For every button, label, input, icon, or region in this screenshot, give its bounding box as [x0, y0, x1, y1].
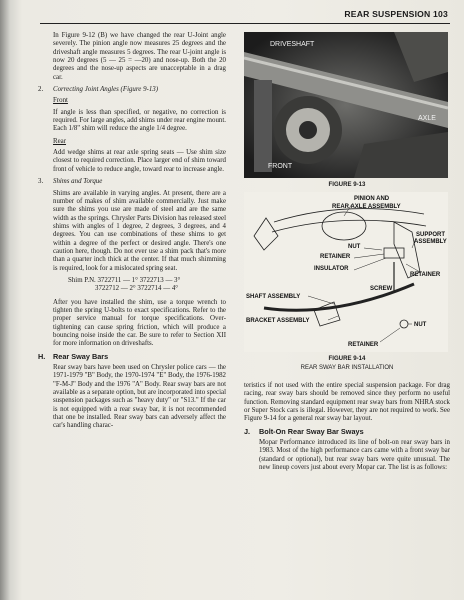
- nut-bottom-label: NUT: [414, 322, 427, 329]
- rear-sway-paragraph: Rear sway bars have been used on Chrysler police cars — the 1971-1979 "B" Body, the 1970-1974 "E" Body, the 1976-1982 "F-M-J" Body and the 1976 "A" Body. Rear sway bars are not available as a separate option, but are incorporated into special suspension packages such as "heavy duty" or "S13." If the car is not equipped with a rear sway bar, it is not recommended that one be installed. Rear sway bars can adversely affect the car's handling charac-: [53, 364, 226, 430]
- figure-9-14-caption: FIGURE 9-14: [328, 355, 366, 363]
- driveshaft-label: DRIVESHAFT: [270, 41, 315, 48]
- nut-shape: [400, 320, 408, 328]
- section-heading-bolt-on-sway-bars: [244, 428, 450, 436]
- item-number: 2.: [38, 86, 44, 94]
- running-head: REAR SUSPENSION 103: [344, 9, 448, 19]
- bolt-on-paragraph: Mopar Performance introduced its line of bolt-on rear sway bars in 1983. Most of the high performance cars came with a front sway bar (standard or optional), but rear sway bars were quite unusual. The new lineup covers just about every Mopar car. The list is as follows:: [259, 438, 450, 471]
- section-heading-rear-sway-bars: [38, 353, 226, 361]
- retainer-bottom-label: RETAINER: [348, 342, 379, 349]
- rear-paragraph: Add wedge shims at rear axle spring seats — Use shim size closest to required correction. Place larger end of shim toward front of vehicle to reduce angle, toward rear to increase angle.: [53, 149, 226, 173]
- left-column: [38, 32, 226, 435]
- retainer-right-label: RETAINER: [410, 272, 441, 279]
- item-shims-and-torque: [38, 178, 226, 186]
- item-title: Correcting Joint Angles (Figure 9-13): [53, 86, 159, 94]
- page-header: [40, 9, 450, 24]
- axle-label: AXLE: [418, 115, 436, 122]
- figure-9-14-diagram: [244, 192, 448, 352]
- pinion-label: PINION AND: [354, 196, 390, 203]
- driveshaft-photo-image: [244, 32, 448, 178]
- frame-rail-shape: [254, 80, 272, 172]
- axle-housing-outline: [274, 209, 424, 222]
- screw-label: SCREW: [370, 286, 393, 293]
- shaft-assembly-label: SHAFT ASSEMBLY: [246, 294, 301, 301]
- item-title: Shims and Torque: [53, 178, 103, 186]
- front-label: FRONT: [268, 163, 293, 170]
- insulator-label: INSULATOR: [314, 266, 349, 273]
- front-heading: Front: [53, 97, 68, 105]
- retainer-label: RETAINER: [320, 254, 351, 261]
- section-letter: J.: [244, 426, 251, 436]
- section-title: Bolt-On Rear Sway Bar Sways: [259, 426, 364, 436]
- differential-shape: [322, 212, 366, 240]
- rear-axle-assembly-label: REAR AXLE ASSEMBLY: [332, 204, 401, 211]
- continuation-paragraph: teristics if not used with the entire special suspension package. For drag racing, rear sway bars should be removed since they perform no useful function. Removing standard equipment rear sway bars from NHRA stock or Super Stock cars is illegal. However, they are not required to work. See Figure 9-14 for a general rear sway bar layout.: [244, 381, 450, 423]
- intro-paragraph: In Figure 9-12 (B) we have changed the rear U-Joint angle severely. The pinion angle now measures 25 degrees and the driveshaft angle measures 5 degrees. The rear U-joint angle is now 20 degrees (5 — 25 = —20) and nose-up. Both the 20 degrees and the nose-up aspects are unacceptable in a drag car.: [53, 32, 226, 81]
- brake-drum-left: [254, 218, 278, 250]
- support-label: SUPPORT: [416, 232, 446, 239]
- shim-line: Shim P.N. 3722711 — 1° 3722713 — 3°: [68, 276, 181, 284]
- rear-heading: Rear: [53, 137, 67, 145]
- figure-9-13-photo: [244, 32, 448, 178]
- sway-bar-diagram-image: [244, 192, 448, 352]
- bracket-assembly-label: BRACKET ASSEMBLY: [246, 318, 310, 325]
- section-title: Rear Sway Bars: [53, 351, 109, 361]
- support-assembly-label: ASSEMBLY: [414, 239, 447, 246]
- figure-9-13-caption: FIGURE 9-13: [328, 181, 366, 188]
- shim-part-numbers: [38, 277, 226, 294]
- insulator-shape: [384, 248, 404, 258]
- section-letter: H.: [38, 351, 46, 361]
- item-number: 3.: [38, 178, 44, 186]
- front-paragraph: If angle is less than specified, or negative, no correction is required. For large angles, add shims under rear engine mount. Each 1/8" shim will reduce the angle 1/4 degree.: [53, 108, 226, 133]
- torque-paragraph: After you have installed the shim, use a torque wrench to tighten the spring U-bolts to exact specifications. Refer to the proper service manual for torque specifications. Over-tightening can cause spring friction, which will produce a bouncing noise inside the car. Be sure to refer to Section XII for more information on driveshafts.: [53, 298, 226, 348]
- axle-housing-outline: [272, 221, 426, 233]
- shims-paragraph: Shims are available in varying angles. At present, there are a number of makes of shim available commercially. Just make sure the shims you use are made of steel and are the same width as the springs. Chrysler Parts Division has released steel shims with angles of 1 degree, 2 degrees, 3 degrees, and 4 degrees. You can use combinations of these shims to get within a degree of the perfect or desired angle. There's one caution here, though. Do not ever use a shim pack that's more than a quarter inch thick at the center. If that much shimming is required, look for a mislocated spring seat.: [53, 189, 226, 272]
- item-correcting-joint-angles: [38, 86, 226, 94]
- right-column: [244, 32, 450, 476]
- nut-label: NUT: [348, 244, 361, 251]
- figure-9-14-subcaption: REAR SWAY BAR INSTALLATION: [300, 364, 394, 371]
- shim-line: 3722712 — 2° 3722714 — 4°: [95, 285, 179, 293]
